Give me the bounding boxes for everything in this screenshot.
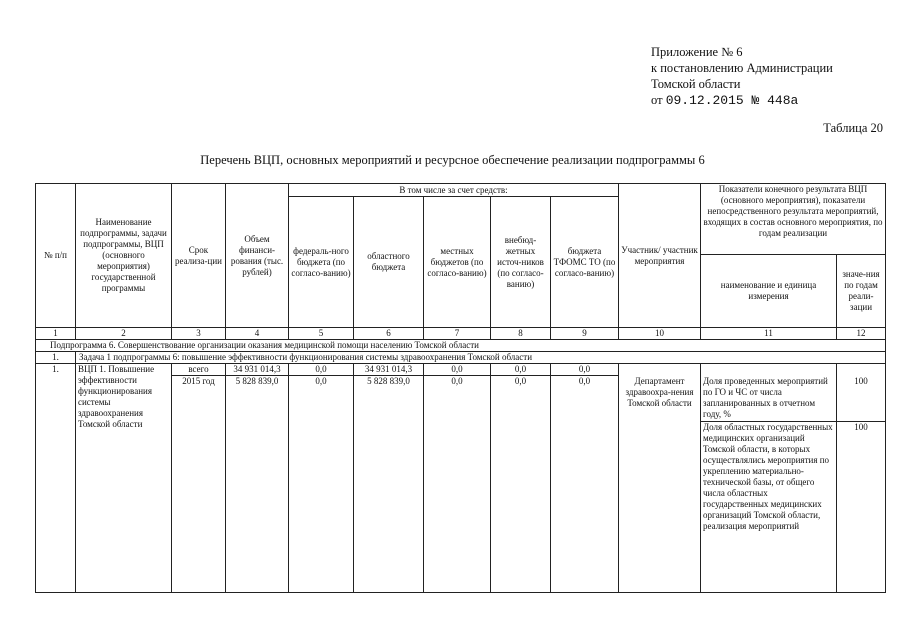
subprogram-row (36, 340, 886, 352)
vcp-num: 1. (36, 364, 76, 593)
task-num: 1. (36, 352, 76, 364)
appendix-header (651, 44, 833, 109)
indicator-name: Доля проведенных мероприятий по ГО и ЧС от числа запланированных в отчетном году, % (701, 376, 837, 422)
appendix-title: Приложение № 6 (651, 45, 743, 59)
table-row (36, 364, 886, 376)
col-extra-header: внебюд-жетных источ-ников (по согласо-ванию) (491, 197, 551, 328)
col-number: 4 (226, 328, 289, 340)
col-number: 2 (76, 328, 172, 340)
cell-term: 2015 год (172, 376, 226, 593)
appendix-decree: к постановлению Администрации (651, 61, 833, 75)
col-indicator-name-header: наименование и единица измерения (701, 255, 837, 328)
cell-volume: 34 931 014,3 (226, 364, 289, 376)
col-number: 7 (424, 328, 491, 340)
col-number: 10 (619, 328, 701, 340)
date-prefix: от (651, 93, 663, 107)
col-number: 5 (289, 328, 354, 340)
col-indicator-value-header: значе-ния по годам реали-зации (837, 255, 886, 328)
col-volume-header: Объем финанси-рования (тыс. рублей) (226, 184, 289, 328)
cell-extra: 0,0 (491, 364, 551, 376)
indicator-value: 100 (837, 422, 886, 593)
cell-term: всего (172, 364, 226, 376)
cell-federal: 0,0 (289, 364, 354, 376)
col-local-header: местных бюджетов (по согласо-ванию) (424, 197, 491, 328)
col-number: 6 (354, 328, 424, 340)
col-num-header: № п/п (36, 184, 76, 328)
col-term-header: Срок реализа-ции (172, 184, 226, 328)
appendix-date (651, 92, 833, 109)
col-number: 11 (701, 328, 837, 340)
col-number: 3 (172, 328, 226, 340)
document-title: Перечень ВЦП, основных мероприятий и ресурсное обеспечение реализации подпрограммы 6 (200, 153, 705, 167)
cell-tfoms: 0,0 (551, 364, 619, 376)
col-federal-header: федераль-ного бюджета (по согласо-ванию) (289, 197, 354, 328)
date-number: 09.12.2015 № 448а (665, 93, 799, 108)
cell-regional: 34 931 014,3 (354, 364, 424, 376)
col-number: 12 (837, 328, 886, 340)
col-regional-header: областного бюджета (354, 197, 424, 328)
cell-extra: 0,0 (491, 376, 551, 593)
col-tfoms-header: бюджета ТФОМС ТО (по согласо-ванию) (551, 197, 619, 328)
table-number: Таблица 20 (823, 121, 883, 135)
cell-volume: 5 828 839,0 (226, 376, 289, 593)
subprogram-text: Подпрограмма 6. Совершенствование организации оказания медицинской помощи населению Томской области (36, 340, 886, 352)
indicators-group-header: Показатели конечного результата ВЦП (основного мероприятия), показатели непосредственного результата мероприятий, входящих в состав основного мероприятия, по годам реализации (701, 184, 886, 255)
task-text: Задача 1 подпрограммы 6: повышение эффективности функционирования системы здравоохранения Томской области (76, 352, 886, 364)
column-number-row (36, 328, 886, 340)
appendix-region: Томской области (651, 77, 741, 91)
indicator-name: Доля областных государственных медицинских организаций Томской области, в которых осуществлялись мероприятия по укреплению материально-технической базы, от общего числа областных государственных медицинских организаций Томской области, реализация мероприятий (701, 422, 837, 593)
sources-group-header: В том числе за счет средств: (289, 184, 619, 197)
cell-local: 0,0 (424, 364, 491, 376)
cell-participant: Департамент здравоохра-нения Томской области (619, 376, 701, 593)
task-row (36, 352, 886, 364)
col-number: 8 (491, 328, 551, 340)
indicator-value: 100 (837, 376, 886, 422)
col-participant-header: Участник/ участник мероприятия (619, 184, 701, 328)
vcp-name: ВЦП 1. Повышение эффективности функционирования системы здравоохранения Томской области (76, 364, 172, 593)
cell-regional: 5 828 839,0 (354, 376, 424, 593)
col-number: 9 (551, 328, 619, 340)
cell-local: 0,0 (424, 376, 491, 593)
cell-tfoms: 0,0 (551, 376, 619, 593)
col-number: 1 (36, 328, 76, 340)
cell-federal: 0,0 (289, 376, 354, 593)
resource-table (35, 183, 886, 593)
col-name-header: Наименование подпрограммы, задачи подпрограммы, ВЦП (основного мероприятия) государственной программы (76, 184, 172, 328)
